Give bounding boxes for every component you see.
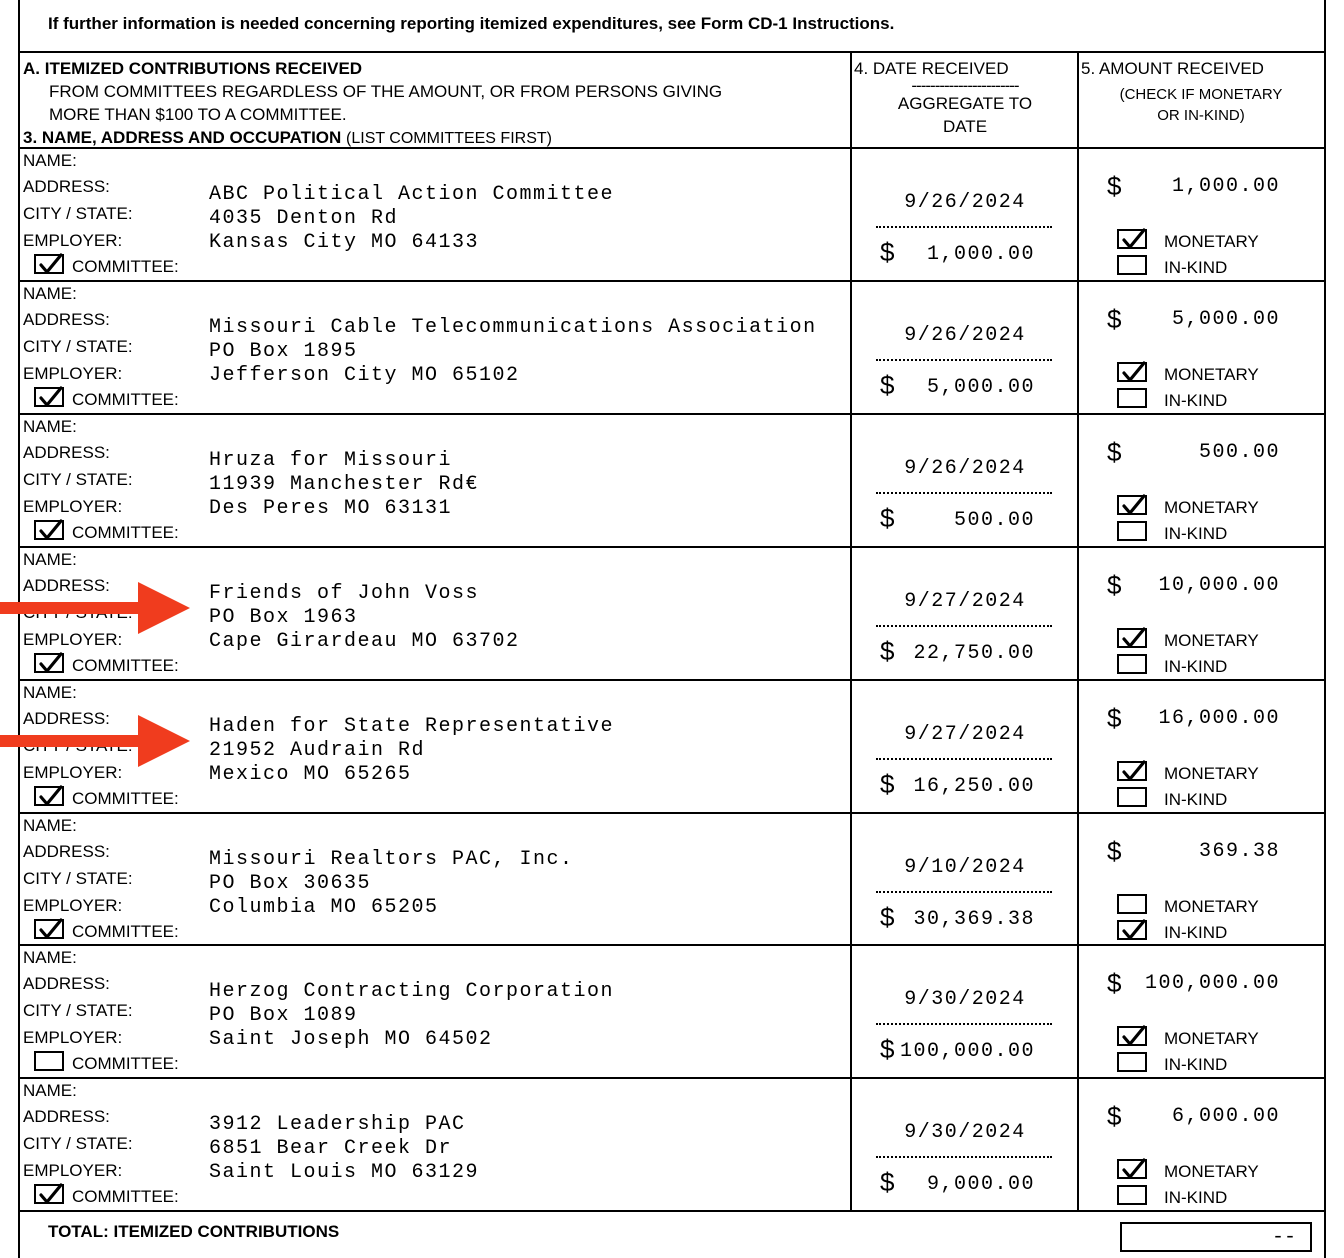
divider [20, 147, 1324, 149]
divider [20, 280, 1324, 282]
date-received: 9/27/2024 [904, 722, 1026, 746]
divider [20, 413, 1324, 415]
date-received: 9/26/2024 [904, 456, 1026, 480]
date-received: 9/10/2024 [904, 855, 1026, 879]
contributor-city-state: Jefferson City MO 65102 [209, 363, 520, 387]
contribution-entry [20, 147, 1324, 280]
col5-subtitle-cont: OR IN-KIND) [1157, 107, 1245, 124]
divider [20, 51, 1324, 53]
instructions-note: If further information is needed concerning reporting itemized expenditures, see Form CD-1 Instructions. [48, 14, 895, 33]
city-state-label: CITY / STATE: [23, 1134, 133, 1154]
city-state-label: CITY / STATE: [23, 1001, 133, 1021]
contributor-name: ABC Political Action Committee [209, 183, 615, 206]
col5-header [1081, 57, 1321, 126]
date-separator [876, 359, 1052, 361]
name-label: NAME: [23, 815, 77, 835]
monetary-label: MONETARY [1164, 763, 1259, 783]
monetary-checkbox[interactable] [1117, 229, 1147, 249]
amount-dollar-sign: $ [1107, 436, 1122, 467]
contributor-name: 3912 Leadership PAC [209, 1113, 466, 1137]
committee-label: COMMITTEE: [72, 1187, 179, 1207]
date-received: 9/26/2024 [904, 191, 1026, 214]
in-kind-label: IN-KIND [1164, 390, 1228, 410]
committee-label: COMMITTEE: [72, 257, 179, 276]
col5-title: 5. AMOUNT RECEIVED [1081, 59, 1264, 78]
contributor-address: 6851 Bear Creek Dr [209, 1137, 453, 1161]
address-label: ADDRESS: [23, 974, 110, 994]
employer-label: EMPLOYER: [23, 895, 123, 915]
contributor-name: Missouri Realtors PAC, Inc. [209, 847, 574, 871]
address-label: ADDRESS: [23, 708, 110, 728]
contributor-address: PO Box 1895 [209, 339, 358, 363]
amount-received: 369.38 [1198, 839, 1280, 863]
contributor-address: PO Box 1089 [209, 1004, 358, 1028]
amount-received: 1,000.00 [1171, 175, 1280, 198]
contributor-name: Hruza for Missouri [209, 448, 453, 472]
contribution-entry [20, 944, 1324, 1077]
name-label: NAME: [23, 283, 77, 303]
employer-label: EMPLOYER: [23, 363, 123, 383]
col5-subtitle: (CHECK IF MONETARY [1119, 86, 1283, 103]
divider [20, 1077, 1324, 1079]
in-kind-checkbox[interactable] [1117, 1052, 1147, 1072]
date-separator [876, 226, 1052, 228]
col4-dashes: ----------------------- [911, 76, 1019, 95]
amount-received: 6,000.00 [1171, 1105, 1280, 1129]
amount-received: 5,000.00 [1171, 307, 1280, 331]
aggregate-to-date: 30,369.38 [913, 907, 1035, 931]
employer-label: EMPLOYER: [23, 231, 123, 250]
aggregate-to-date: 1,000.00 [926, 243, 1035, 266]
total-label: TOTAL: ITEMIZED CONTRIBUTIONS [48, 1222, 340, 1241]
amount-dollar-sign: $ [1107, 569, 1122, 600]
contribution-entry [20, 280, 1324, 413]
contributor-name: Missouri Cable Telecommunications Association [209, 315, 817, 339]
committee-checkbox[interactable] [34, 786, 64, 806]
name-label: NAME: [23, 948, 77, 968]
contributor-city-state: Saint Joseph MO 64502 [209, 1028, 493, 1052]
aggregate-to-date: 22,750.00 [913, 641, 1035, 665]
contributor-address: PO Box 30635 [209, 871, 372, 895]
address-label: ADDRESS: [23, 1107, 110, 1127]
col3-note: (LIST COMMITTEES FIRST) [346, 130, 552, 147]
aggregate-dollar-sign: $ [880, 635, 895, 666]
aggregate-to-date: 5,000.00 [926, 375, 1035, 399]
contributor-name: Haden for State Representative [209, 714, 615, 738]
monetary-checkbox[interactable] [1117, 628, 1147, 648]
monetary-label: MONETARY [1164, 1162, 1259, 1182]
committee-checkbox[interactable] [34, 254, 64, 274]
col4-header [854, 57, 1076, 138]
committee-label: COMMITTEE: [72, 389, 179, 409]
address-label: ADDRESS: [23, 442, 110, 462]
aggregate-to-date: 500.00 [953, 508, 1035, 532]
amount-received: 500.00 [1198, 440, 1280, 464]
in-kind-label: IN-KIND [1164, 523, 1228, 543]
city-state-label: CITY / STATE: [23, 204, 133, 223]
committee-checkbox[interactable] [34, 520, 64, 540]
monetary-label: MONETARY [1164, 1029, 1259, 1049]
contributor-city-state: Columbia MO 65205 [209, 895, 439, 919]
col4-subtitle-cont: DATE [942, 117, 988, 136]
monetary-checkbox[interactable] [1117, 495, 1147, 515]
amount-dollar-sign: $ [1107, 171, 1122, 201]
contribution-entry [20, 812, 1324, 945]
date-separator [876, 625, 1052, 627]
amount-received: 16,000.00 [1158, 706, 1280, 730]
monetary-checkbox[interactable] [1117, 1026, 1147, 1046]
employer-label: EMPLOYER: [23, 629, 123, 649]
date-separator [876, 758, 1052, 760]
contributor-address: 21952 Audrain Rd [209, 738, 426, 762]
monetary-checkbox[interactable] [1117, 362, 1147, 382]
aggregate-to-date: 100,000.00 [899, 1040, 1035, 1064]
name-label: NAME: [23, 1081, 77, 1101]
monetary-label: MONETARY [1164, 630, 1259, 650]
address-label: ADDRESS: [23, 841, 110, 861]
contributor-city-state: Saint Louis MO 63129 [209, 1161, 480, 1185]
committee-checkbox[interactable] [34, 1184, 64, 1204]
in-kind-checkbox[interactable] [1117, 1185, 1147, 1205]
name-label: NAME: [23, 151, 77, 170]
employer-label: EMPLOYER: [23, 1028, 123, 1048]
city-state-label: CITY / STATE: [23, 868, 133, 888]
section-description-cont: MORE THAN $100 TO A COMMITTEE. [49, 105, 347, 124]
contribution-entry [20, 413, 1324, 546]
contribution-entry [20, 1077, 1324, 1210]
city-state-label: CITY / STATE: [23, 336, 133, 356]
committee-checkbox[interactable] [34, 653, 64, 673]
amount-received: 10,000.00 [1158, 573, 1280, 597]
in-kind-checkbox[interactable] [1117, 787, 1147, 807]
col3-title: 3. NAME, ADDRESS AND OCCUPATION [23, 128, 342, 147]
contribution-form [18, 0, 1326, 1258]
date-separator [876, 1156, 1052, 1158]
col4-title: 4. DATE RECEIVED [854, 59, 1009, 78]
name-label: NAME: [23, 416, 77, 436]
committee-checkbox[interactable] [34, 1051, 64, 1071]
in-kind-checkbox[interactable] [1117, 388, 1147, 408]
section-title: A. ITEMIZED CONTRIBUTIONS RECEIVED [23, 59, 363, 78]
committee-label: COMMITTEE: [72, 655, 179, 675]
aggregate-dollar-sign: $ [880, 237, 895, 267]
monetary-checkbox[interactable] [1117, 1159, 1147, 1179]
date-separator [876, 492, 1052, 494]
in-kind-label: IN-KIND [1164, 1055, 1228, 1075]
amount-dollar-sign: $ [1107, 1101, 1122, 1132]
total-field[interactable] [1120, 1222, 1312, 1252]
committee-checkbox[interactable] [34, 919, 64, 939]
contributor-city-state: Des Peres MO 63131 [209, 496, 453, 520]
aggregate-to-date: 9,000.00 [926, 1173, 1035, 1197]
divider [20, 679, 1324, 681]
monetary-checkbox[interactable] [1117, 894, 1147, 914]
monetary-checkbox[interactable] [1117, 761, 1147, 781]
contribution-entry [20, 679, 1324, 812]
divider [20, 1210, 1324, 1212]
amount-dollar-sign: $ [1107, 835, 1122, 866]
contributor-name: Friends of John Voss [209, 581, 480, 605]
aggregate-dollar-sign: $ [880, 768, 895, 799]
section-header [23, 57, 722, 150]
contributor-city-state: Cape Girardeau MO 63702 [209, 629, 520, 653]
monetary-label: MONETARY [1164, 497, 1259, 517]
committee-label: COMMITTEE: [72, 788, 179, 808]
committee-label: COMMITTEE: [72, 921, 179, 941]
date-received: 9/30/2024 [904, 988, 1026, 1012]
aggregate-dollar-sign: $ [880, 502, 895, 533]
address-label: ADDRESS: [23, 177, 110, 196]
in-kind-label: IN-KIND [1164, 656, 1228, 676]
divider [20, 812, 1324, 814]
in-kind-checkbox[interactable] [1117, 920, 1147, 940]
in-kind-checkbox[interactable] [1117, 654, 1147, 674]
committee-checkbox[interactable] [34, 387, 64, 407]
date-received: 9/30/2024 [904, 1121, 1026, 1145]
address-label: ADDRESS: [23, 309, 110, 329]
committee-label: COMMITTEE: [72, 522, 179, 542]
contributor-address: PO Box 1963 [209, 605, 358, 629]
amount-dollar-sign: $ [1107, 968, 1122, 999]
aggregate-to-date: 16,250.00 [913, 774, 1035, 798]
contribution-entry [20, 546, 1324, 679]
in-kind-label: IN-KIND [1164, 789, 1228, 809]
aggregate-dollar-sign: $ [880, 1034, 895, 1065]
divider [20, 944, 1324, 946]
in-kind-label: IN-KIND [1164, 258, 1228, 277]
divider [20, 546, 1324, 548]
city-state-label: CITY / STATE: [23, 469, 133, 489]
col4-subtitle: AGGREGATE TO [897, 94, 1033, 113]
amount-dollar-sign: $ [1107, 702, 1122, 733]
in-kind-checkbox[interactable] [1117, 521, 1147, 541]
highlight-arrow-icon [0, 715, 192, 772]
monetary-label: MONETARY [1164, 232, 1259, 251]
employer-label: EMPLOYER: [23, 496, 123, 516]
date-received: 9/26/2024 [904, 323, 1026, 347]
aggregate-dollar-sign: $ [880, 369, 895, 400]
monetary-label: MONETARY [1164, 896, 1259, 916]
name-label: NAME: [23, 549, 77, 569]
contributor-address: 4035 Denton Rd [209, 207, 399, 230]
in-kind-label: IN-KIND [1164, 922, 1228, 942]
committee-label: COMMITTEE: [72, 1054, 179, 1074]
monetary-label: MONETARY [1164, 364, 1259, 384]
name-label: NAME: [23, 682, 77, 702]
amount-dollar-sign: $ [1107, 303, 1122, 334]
date-received: 9/27/2024 [904, 589, 1026, 613]
aggregate-dollar-sign: $ [880, 901, 895, 932]
amount-received: 100,000.00 [1144, 972, 1280, 996]
date-separator [876, 1023, 1052, 1025]
contributor-city-state: Mexico MO 65265 [209, 762, 412, 786]
in-kind-label: IN-KIND [1164, 1188, 1228, 1208]
contributor-name: Herzog Contracting Corporation [209, 980, 615, 1004]
address-label: ADDRESS: [23, 575, 110, 595]
highlight-arrow-icon [0, 582, 192, 639]
employer-label: EMPLOYER: [23, 762, 123, 782]
contributor-city-state: Kansas City MO 64133 [209, 231, 480, 254]
aggregate-dollar-sign: $ [880, 1167, 895, 1198]
in-kind-checkbox[interactable] [1117, 255, 1147, 275]
total-value: -- [1271, 1226, 1296, 1249]
employer-label: EMPLOYER: [23, 1161, 123, 1181]
section-description: FROM COMMITTEES REGARDLESS OF THE AMOUNT, OR FROM PERSONS GIVING [49, 82, 723, 101]
contributor-address: 11939 Manchester Rd€ [209, 472, 480, 496]
date-separator [876, 891, 1052, 893]
